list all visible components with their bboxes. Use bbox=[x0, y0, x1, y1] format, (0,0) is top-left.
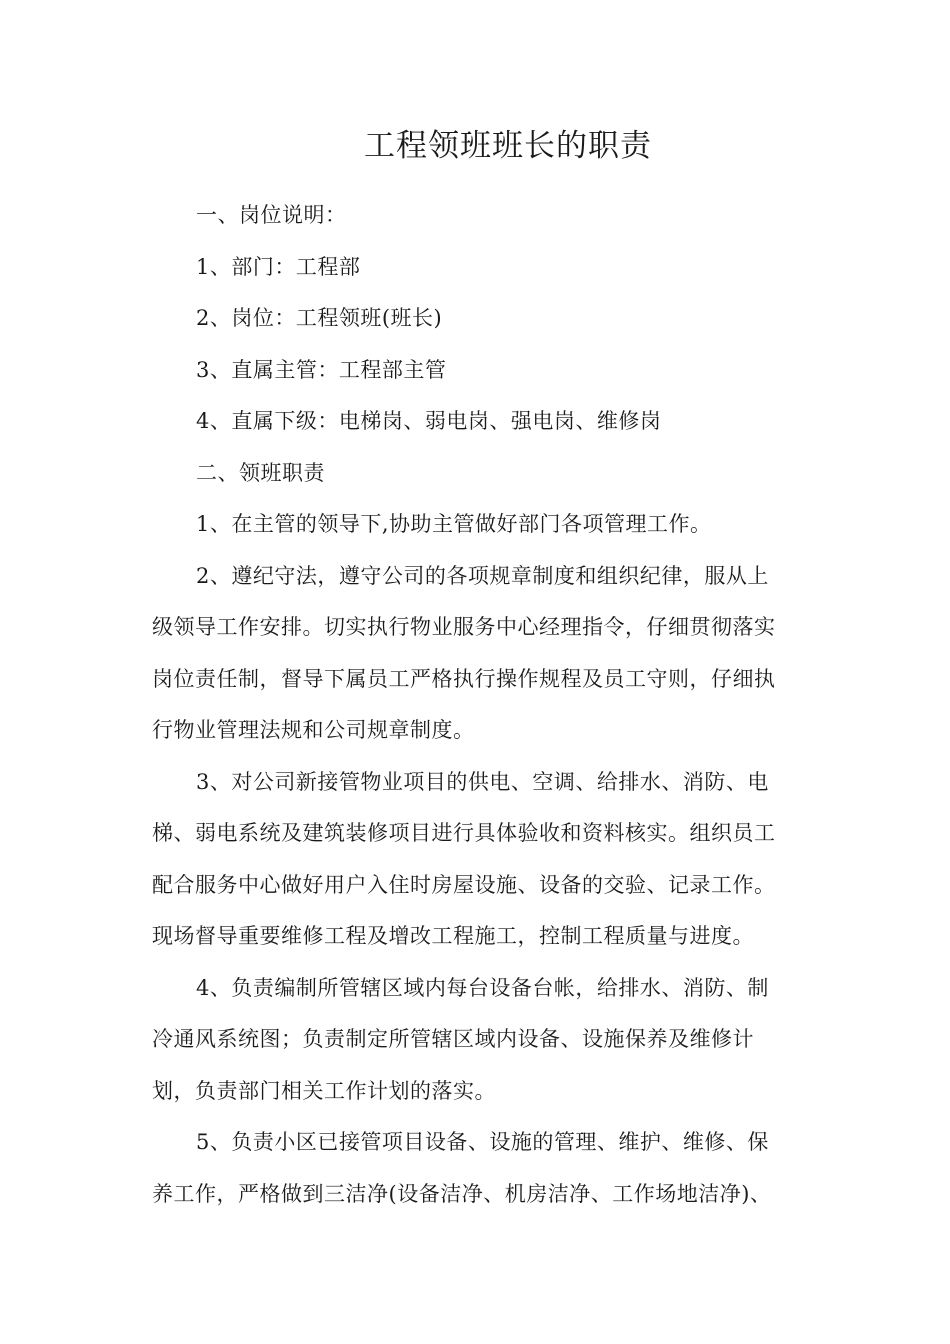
body-line: 一、岗位说明： bbox=[196, 203, 347, 227]
body-line: 2、岗位：工程领班(班长) bbox=[196, 306, 443, 330]
body-line: 1、部门：工程部 bbox=[196, 254, 361, 279]
body-line: 现场督导重要维修工程及增改工程施工，控制工程质量与进度。 bbox=[152, 924, 754, 948]
body-line: 5、负责小区已接管项目设备、设施的管理、维护、维修、保 bbox=[196, 1130, 769, 1154]
body-line: 1、在主管的领导下,协助主管做好部门各项管理工作。 bbox=[196, 512, 712, 536]
body-line: 行物业管理法规和公司规章制度。 bbox=[152, 718, 475, 742]
body-line: 3、直属主管：工程部主管 bbox=[196, 357, 447, 382]
body-line: 配合服务中心做好用户入住时房屋设施、设备的交验、记录工作。 bbox=[152, 872, 776, 897]
body-line: 二、领班职责 bbox=[196, 460, 325, 485]
body-line: 养工作，严格做到三洁净(设备洁净、机房洁净、工作场地洁净)、 bbox=[152, 1181, 772, 1206]
body-line: 级领导工作安排。切实执行物业服务中心经理指令，仔细贯彻落实 bbox=[152, 615, 776, 639]
body-line: 梯、弱电系统及建筑装修项目进行具体验收和资料核实。组织员工 bbox=[152, 821, 776, 845]
body-line: 2、遵纪守法，遵守公司的各项规章制度和组织纪律，服从上 bbox=[196, 563, 769, 588]
document-body bbox=[152, 196, 800, 1226]
body-line: 4、负责编制所管辖区域内每台设备台帐，给排水、消防、制 bbox=[196, 975, 769, 1000]
body-line: 3、对公司新接管物业项目的供电、空调、给排水、消防、电 bbox=[196, 769, 769, 794]
body-line: 划，负责部门相关工作计划的落实。 bbox=[152, 1078, 496, 1103]
body-line: 4、直属下级：电梯岗、弱电岗、强电岗、维修岗 bbox=[196, 409, 662, 433]
body-line: 岗位责任制，督导下属员工严格执行操作规程及员工守则，仔细执 bbox=[152, 666, 776, 691]
document-title: 工程领班班长的职责 bbox=[364, 128, 652, 164]
body-line: 冷通风系统图；负责制定所管辖区域内设备、设施保养及维修计 bbox=[152, 1027, 754, 1051]
